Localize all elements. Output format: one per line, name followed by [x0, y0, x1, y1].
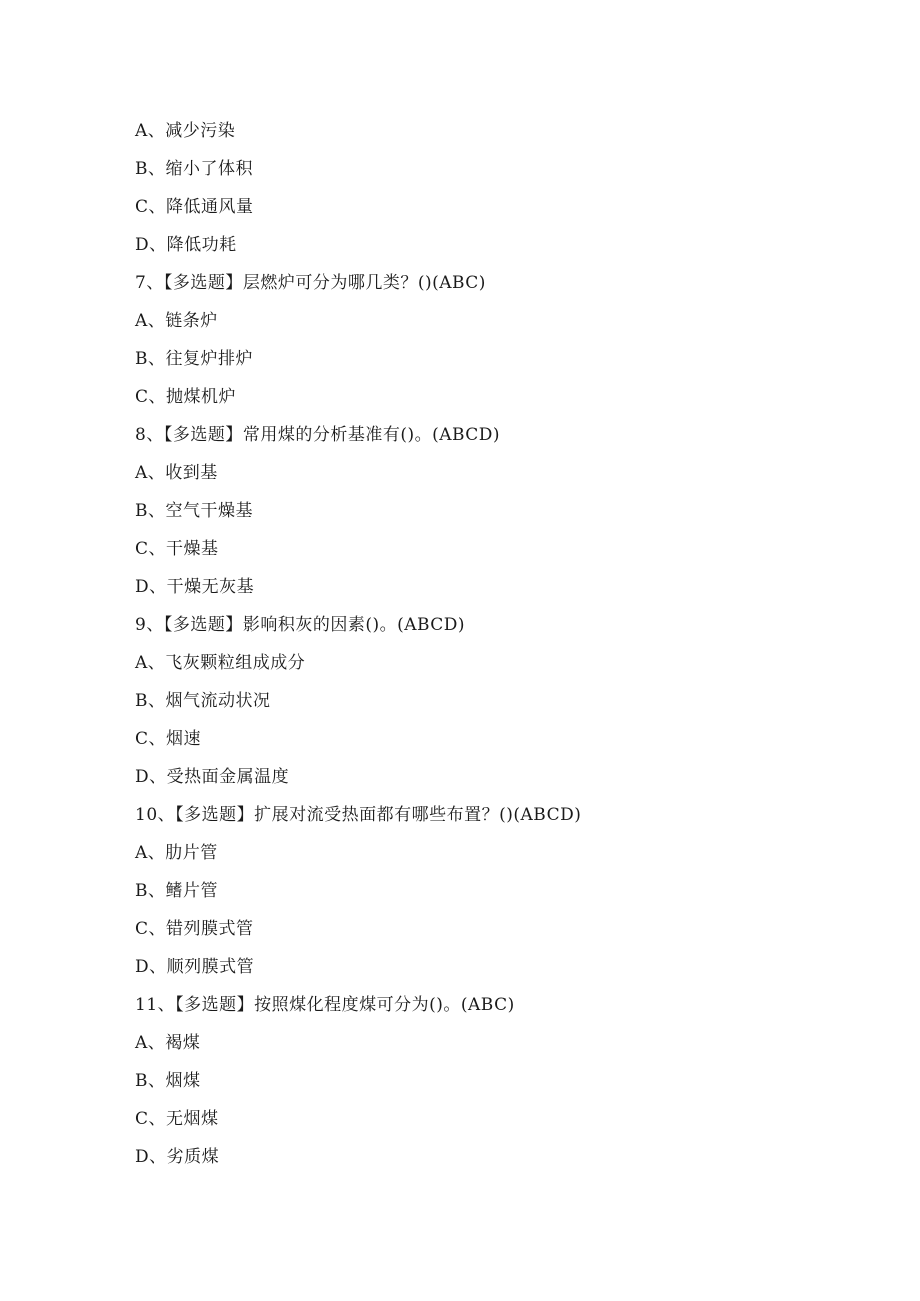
option-line: C、错列膜式管 — [135, 919, 254, 939]
question-line: 7、【多选题】层燃炉可分为哪几类？()(ABC) — [135, 273, 486, 293]
option-line: A、褐煤 — [135, 1033, 201, 1053]
question-line: 10、【多选题】扩展对流受热面都有哪些布置？()(ABCD) — [135, 805, 582, 825]
option-line: D、顺列膜式管 — [135, 957, 255, 977]
option-line: B、鳍片管 — [135, 881, 218, 901]
option-line: A、减少污染 — [135, 121, 236, 141]
option-line: B、烟煤 — [135, 1071, 201, 1091]
option-line: B、缩小了体积 — [135, 159, 253, 179]
option-line: B、往复炉排炉 — [135, 349, 253, 369]
option-line: D、降低功耗 — [135, 235, 237, 255]
option-line: D、劣质煤 — [135, 1147, 220, 1167]
option-line: A、飞灰颗粒组成成分 — [135, 653, 306, 673]
option-line: B、烟气流动状况 — [135, 691, 271, 711]
question-line: 11、【多选题】按照煤化程度煤可分为()。(ABC) — [135, 995, 515, 1015]
option-line: C、干燥基 — [135, 539, 219, 559]
question-line: 8、【多选题】常用煤的分析基准有()。(ABCD) — [135, 425, 501, 445]
option-line: C、无烟煤 — [135, 1109, 219, 1129]
question-list — [135, 116, 855, 1180]
option-line: C、降低通风量 — [135, 197, 254, 217]
option-line: C、抛煤机炉 — [135, 387, 237, 407]
option-line: D、干燥无灰基 — [135, 577, 255, 597]
option-line: A、链条炉 — [135, 311, 218, 331]
option-line: D、受热面金属温度 — [135, 767, 290, 787]
option-line: A、肋片管 — [135, 843, 218, 863]
option-line: C、烟速 — [135, 729, 202, 749]
option-line: A、收到基 — [135, 463, 218, 483]
option-line: B、空气干燥基 — [135, 501, 253, 521]
question-line: 9、【多选题】影响积灰的因素()。(ABCD) — [135, 615, 466, 635]
